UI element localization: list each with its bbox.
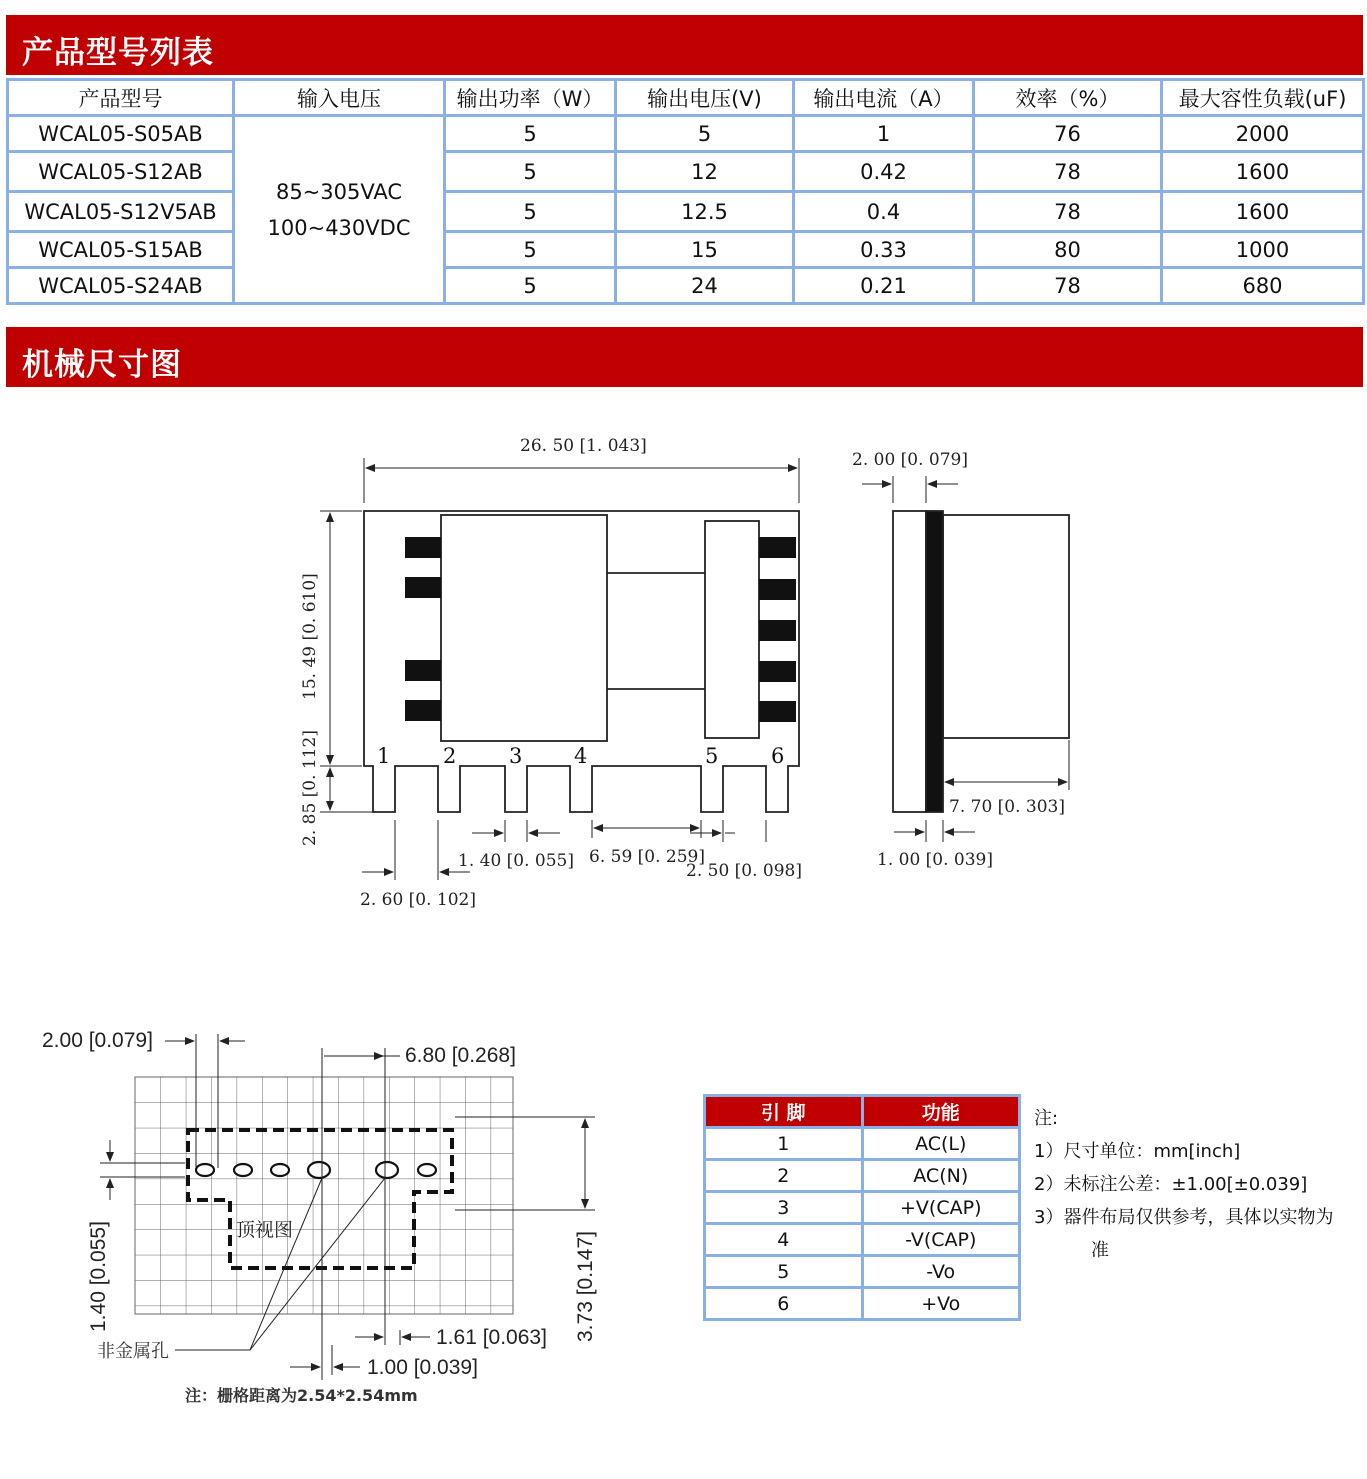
table-row (705, 1256, 1020, 1288)
input-voltage-ac: 85~305VAC (275, 179, 403, 204)
dim-gap-label: 6. 59 [0. 259] (589, 847, 705, 867)
eff-cell: 78 (974, 268, 1162, 304)
notes-title: 注: (1034, 1108, 1059, 1129)
hole-label: 非金属孔 (97, 1341, 169, 1362)
fp-dim-f-label: 1.00 [0.039] (367, 1356, 478, 1379)
model-cell: WCAL05-S12AB (8, 152, 234, 192)
fp-dim-b-label: 6.80 [0.268] (405, 1044, 516, 1067)
pin-table-header (705, 1096, 1020, 1128)
table-row (705, 1288, 1020, 1320)
header-input-voltage: 输入电压 (234, 80, 445, 116)
header-output-voltage: 输出电压(V) (616, 80, 794, 116)
eff-cell: 78 (974, 192, 1162, 232)
dim-height-label: 15. 49 [0. 610] (300, 573, 320, 700)
eff-cell: 76 (974, 116, 1162, 152)
pin-cell: 1 (705, 1128, 863, 1160)
eff-cell: 78 (974, 152, 1162, 192)
dim-pitch2-label: 2. 50 [0. 098] (686, 861, 802, 881)
grid-note: 注：栅格距离为2.54*2.54mm (185, 1386, 418, 1405)
header-function: 功能 (862, 1096, 1020, 1128)
fp-dim-a-label: 2.00 [0.079] (42, 1029, 153, 1052)
cap-cell: 680 (1162, 268, 1364, 304)
dim-side-body-label: 7. 70 [0. 303] (949, 797, 1065, 817)
vout-cell: 15 (616, 232, 794, 268)
pin-number-5: 5 (705, 744, 719, 768)
model-cell: WCAL05-S24AB (8, 268, 234, 304)
func-cell: AC(L) (862, 1128, 1020, 1160)
fp-dim-e-label: 1.61 [0.063] (436, 1326, 547, 1349)
pin-pads (405, 537, 796, 722)
dim-pin-length-label: 2. 85 [0. 112] (300, 730, 320, 846)
table-row (705, 1128, 1020, 1160)
power-cell: 5 (445, 192, 616, 232)
iout-cell: 0.4 (794, 192, 974, 232)
pin-cell: 5 (705, 1256, 863, 1288)
vout-cell: 12 (616, 152, 794, 192)
dim-pin-width-label: 1. 40 [0. 055] (458, 851, 574, 871)
table-row (705, 1224, 1020, 1256)
product-list-title: 产品型号列表 (22, 35, 214, 71)
pin-cell: 4 (705, 1224, 863, 1256)
side-view (893, 511, 1069, 812)
pin-number-3: 3 (509, 744, 523, 768)
dim-side-bottom-label: 1. 00 [0. 039] (877, 850, 993, 870)
header-output-power: 输出功率（W） (445, 80, 616, 116)
note-item-2: 2）未标注公差：±1.00[±0.039] (1034, 1174, 1308, 1195)
cap-cell: 1000 (1162, 232, 1364, 268)
footprint-view (42, 1029, 597, 1405)
func-cell: +Vo (862, 1288, 1020, 1320)
dim-pitch-label: 2. 60 [0. 102] (360, 890, 476, 910)
iout-cell: 0.33 (794, 232, 974, 268)
iout-cell: 1 (794, 116, 974, 152)
vout-cell: 5 (616, 116, 794, 152)
func-cell: +V(CAP) (862, 1192, 1020, 1224)
dimensions-title: 机械尺寸图 (22, 347, 182, 383)
func-cell: -Vo (862, 1256, 1020, 1288)
input-voltage-dc: 100~430VDC (267, 215, 411, 240)
fp-dim-c-label: 1.40 [0.055] (87, 1221, 110, 1332)
model-cell: WCAL05-S12V5AB (8, 192, 234, 232)
pin-number-2: 2 (443, 744, 457, 768)
vout-cell: 12.5 (616, 192, 794, 232)
fp-dim-d-label: 3.73 [0.147] (574, 1231, 597, 1342)
cap-cell: 1600 (1162, 192, 1364, 232)
pin-function-table (703, 1094, 1021, 1321)
pin-cell: 3 (705, 1192, 863, 1224)
power-cell: 5 (445, 268, 616, 304)
vout-cell: 24 (616, 268, 794, 304)
func-cell: -V(CAP) (862, 1224, 1020, 1256)
iout-cell: 0.21 (794, 268, 974, 304)
dim-width-label: 26. 50 [1. 043] (520, 436, 647, 456)
header-output-current: 输出电流（A） (794, 80, 974, 116)
eff-cell: 80 (974, 232, 1162, 268)
header-pin: 引 脚 (705, 1096, 863, 1128)
note-item-3: 3）器件布局仅供参考，具体以实物为 (1034, 1207, 1334, 1228)
power-cell: 5 (445, 116, 616, 152)
header-efficiency: 效率（%） (974, 80, 1162, 116)
footprint-grid (135, 1077, 513, 1314)
note-item-3-cont: 准 (1091, 1240, 1109, 1261)
top-view-label: 顶视图 (236, 1219, 294, 1241)
iout-cell: 0.42 (794, 152, 974, 192)
pin-cell: 6 (705, 1288, 863, 1320)
pin-number-6: 6 (771, 744, 785, 768)
note-item-1: 1）尺寸单位：mm[inch] (1034, 1141, 1241, 1162)
pin-number-4: 4 (574, 744, 588, 768)
cap-cell: 1600 (1162, 152, 1364, 192)
func-cell: AC(N) (862, 1160, 1020, 1192)
table-row (705, 1192, 1020, 1224)
dim-side-top-label: 2. 00 [0. 079] (852, 450, 968, 470)
cap-cell: 2000 (1162, 116, 1364, 152)
power-cell: 5 (445, 232, 616, 268)
model-cell: WCAL05-S15AB (8, 232, 234, 268)
table-row (705, 1160, 1020, 1192)
header-max-cap-load: 最大容性负载(uF) (1162, 80, 1364, 116)
model-cell: WCAL05-S05AB (8, 116, 234, 152)
pin-number-1: 1 (377, 744, 391, 768)
notes (1034, 1102, 1359, 1267)
pin-cell: 2 (705, 1160, 863, 1192)
header-model: 产品型号 (8, 80, 234, 116)
power-cell: 5 (445, 152, 616, 192)
